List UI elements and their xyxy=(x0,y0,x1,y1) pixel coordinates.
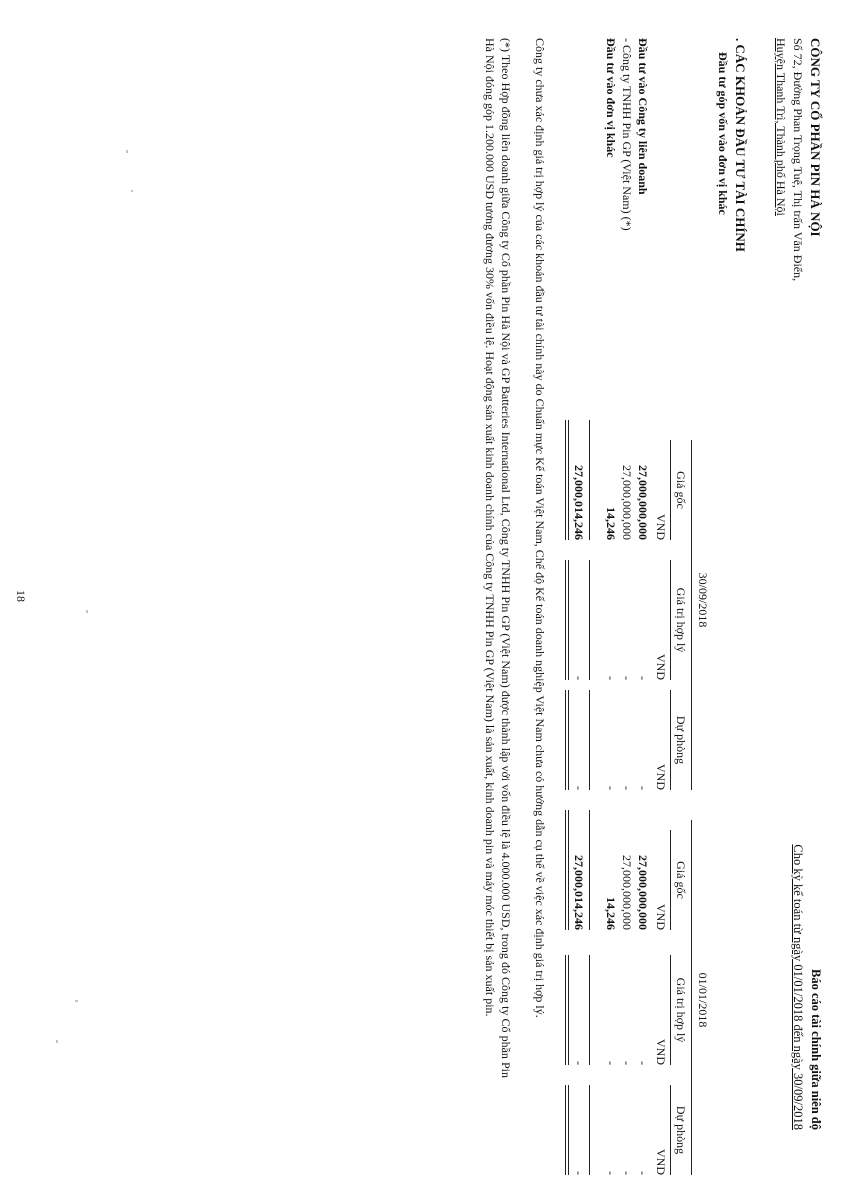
scan-speck xyxy=(126,150,128,153)
report-title: Báo cáo tài chính giữa niên độ xyxy=(809,969,823,1130)
group-rule-2 xyxy=(691,820,692,1175)
col-rule-2 xyxy=(670,560,671,680)
report-period: Cho kỳ kế toán từ ngày 01/01/2018 đến ngày 30/09/2018 xyxy=(791,844,805,1130)
row-value: - xyxy=(604,786,618,790)
col-rule-4 xyxy=(670,830,671,930)
col-rule-6 xyxy=(670,1085,671,1175)
row-value: 14,246 xyxy=(604,897,618,930)
row-value: - xyxy=(604,1171,618,1175)
total-double-rule-4 xyxy=(565,810,569,930)
col-rule-3 xyxy=(670,690,671,790)
total-rule-5 xyxy=(589,955,590,1065)
total-double-rule-3 xyxy=(565,690,569,790)
row-value: 14,246 xyxy=(604,507,618,540)
col-rule-5 xyxy=(670,955,671,1065)
total-rule-6 xyxy=(589,1085,590,1175)
section-title: . CÁC KHOẢN ĐẦU TƯ TÀI CHÍNH xyxy=(733,38,748,252)
unit-6: VND xyxy=(654,1149,668,1175)
scan-speck xyxy=(75,1000,78,1002)
total-value: - xyxy=(572,1061,586,1065)
total-double-rule-5 xyxy=(565,955,569,1065)
total-double-rule-1 xyxy=(565,420,569,540)
total-rule-2 xyxy=(589,560,590,680)
scan-speck xyxy=(86,610,88,613)
total-value: 27,000,014,246 xyxy=(572,465,586,540)
row-value: - xyxy=(620,676,634,680)
col-head-3: Dự phòng xyxy=(674,715,688,765)
col-head-2: Giá trị hợp lý xyxy=(674,587,688,653)
row-value: - xyxy=(636,1171,650,1175)
col-head-4: Giá gốc xyxy=(674,861,688,899)
company-address-line2: Huyện Thanh Trì, Thành phố Hà Nội xyxy=(774,38,788,216)
row-value: - xyxy=(620,1171,634,1175)
group-rule-1 xyxy=(691,440,692,790)
row-value: 27,000,000,000 xyxy=(620,855,634,930)
total-rule-3 xyxy=(589,690,590,790)
row-value: 27,000,000,000 xyxy=(636,855,650,930)
unit-2: VND xyxy=(654,654,668,680)
total-value: - xyxy=(572,1171,586,1175)
row-value: 27,000,000,000 xyxy=(620,465,634,540)
row-value: 27,000,000,000 xyxy=(636,465,650,540)
total-value: - xyxy=(572,786,586,790)
group-header-period-end: 30/09/2018 xyxy=(696,572,710,628)
row-label: - Công ty TNHH Pin GP (Việt Nam) (*) xyxy=(620,38,634,231)
group-header-period-start: 01/01/2018 xyxy=(696,972,710,1028)
col-rule-1 xyxy=(670,440,671,540)
row-value: - xyxy=(636,1061,650,1065)
company-name: CÔNG TY CỔ PHẦN PIN HÀ NỘI xyxy=(808,38,823,237)
page-number: 18 xyxy=(14,590,28,602)
row-value: - xyxy=(620,786,634,790)
unit-4: VND xyxy=(654,904,668,930)
row-label: Đầu tư vào Công ty liên doanh xyxy=(636,38,650,195)
total-rule-1 xyxy=(589,420,590,540)
note-joint-venture: (*) Theo Hợp đồng liên doanh giữa Công ty Cổ phần Pin Hà Nội và GP Batteries International Ltd, Công ty TNHH Pin GP (Việt Nam) được thành lập với vốn điều lệ là 4.000.000 USD, trong đó Công ty Cổ phần Pin Hà Nội đóng góp 1.200.000 USD tương đương 30% vốn điều lệ. Hoạt động sản xuất kinh doanh chính của Công ty TNHH Pin GP (Việt Nam) là sản xuất, kinh doanh pin và máy móc thiết bị sản xuất pin. xyxy=(483,38,513,1078)
total-value: - xyxy=(572,676,586,680)
col-head-6: Dự phòng xyxy=(674,1105,688,1155)
row-value: - xyxy=(636,786,650,790)
col-head-1: Giá gốc xyxy=(674,471,688,509)
row-label: Đầu tư vào đơn vị khác xyxy=(604,38,618,158)
total-value: 27,000,014,246 xyxy=(572,855,586,930)
unit-3: VND xyxy=(654,764,668,790)
row-value: - xyxy=(604,676,618,680)
unit-1: VND xyxy=(654,514,668,540)
total-double-rule-2 xyxy=(565,560,569,680)
row-value: - xyxy=(604,1061,618,1065)
section-subtitle: Đầu tư góp vốn vào đơn vị khác xyxy=(716,52,730,215)
scan-speck xyxy=(56,1040,58,1043)
company-address-line1: Số 72, Đường Phan Trọng Tuệ, Thị trấn Văn Điển, xyxy=(791,38,805,282)
total-rule-4 xyxy=(589,810,590,930)
row-value: - xyxy=(636,676,650,680)
col-head-5: Giá trị hợp lý xyxy=(674,977,688,1043)
total-double-rule-6 xyxy=(565,1085,569,1175)
note-fair-value: Công ty chưa xác định giá trị hợp lý của các khoản đầu tư tài chính này do Chuẩn mực Kế toán Việt Nam, Chế độ Kế toán doanh nghiệp Việt Nam chưa có hướng dẫn cụ thể về việc xác định giá trị hợp lý. xyxy=(533,38,547,1018)
row-value: - xyxy=(620,1061,634,1065)
unit-5: VND xyxy=(654,1039,668,1065)
scan-speck xyxy=(131,190,133,192)
